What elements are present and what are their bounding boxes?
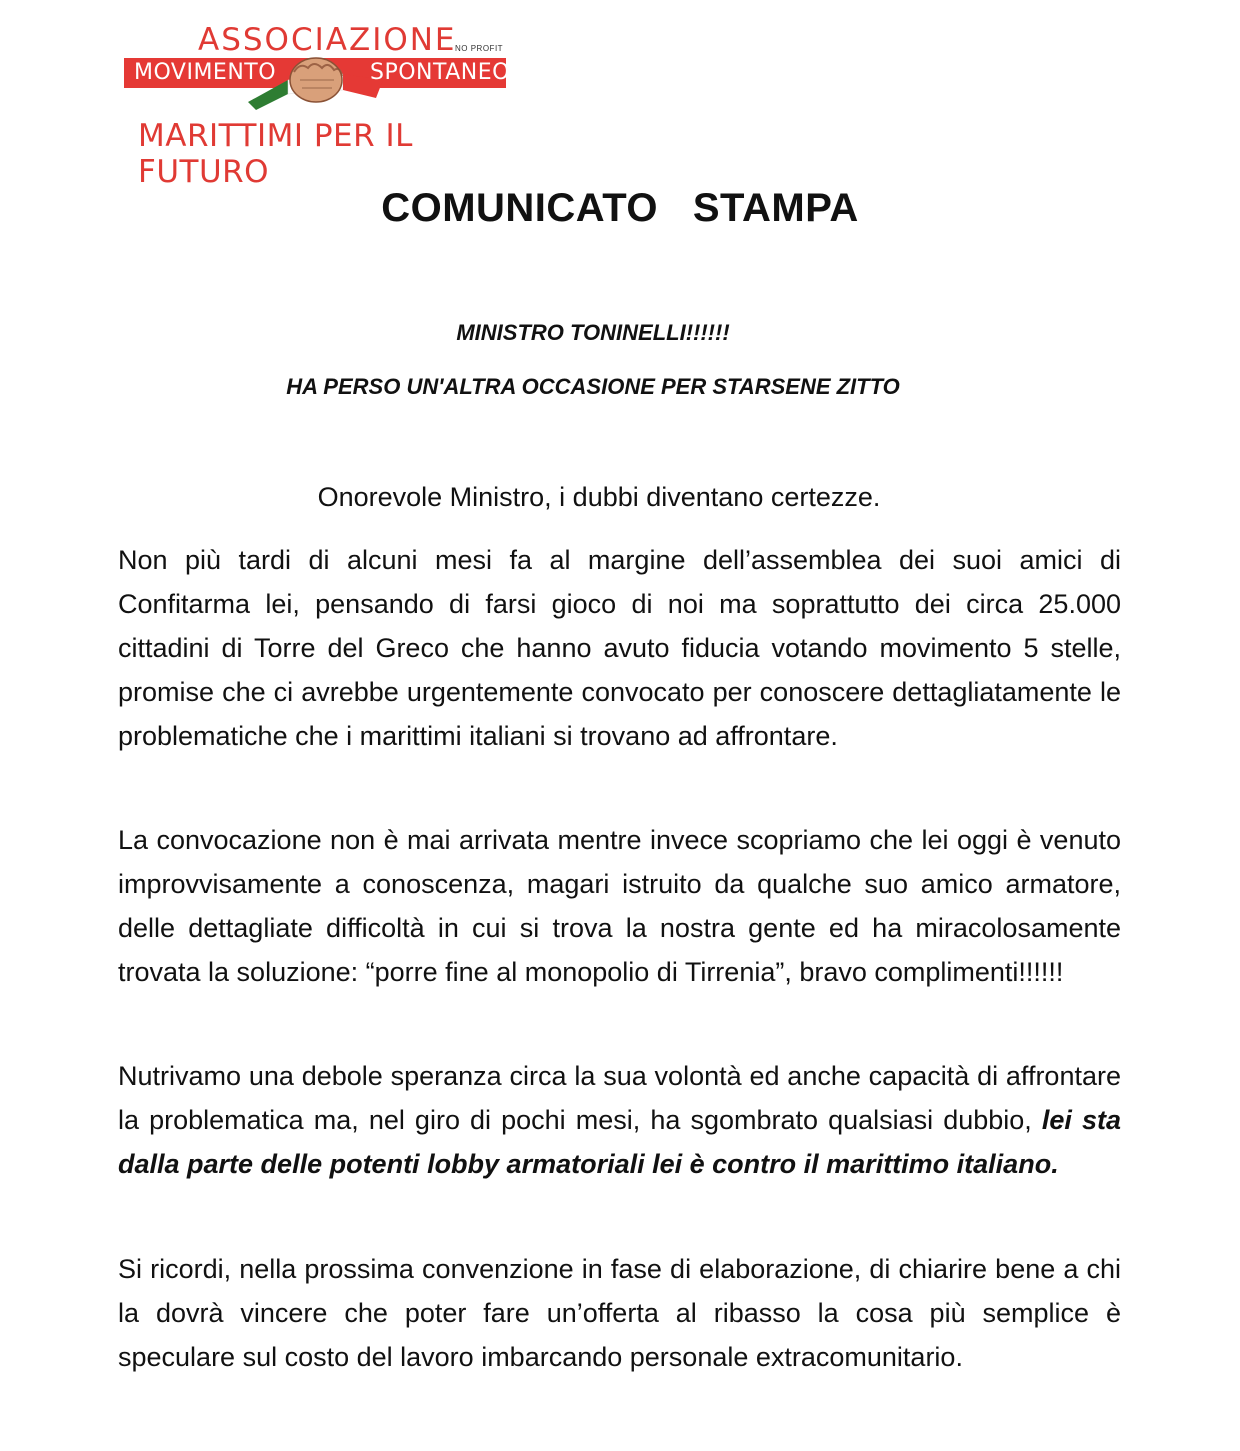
logo-bottom-line: MARITTIMI PER IL FUTURO <box>138 118 413 190</box>
paragraph-3-emphasis: lei sta dalla parte delle potenti lobby armatoriali lei è contro il marittimo italiano. <box>118 1105 1121 1179</box>
logo-no-profit-badge: NO PROFIT <box>455 44 504 53</box>
paragraph-4: Si ricordi, nella prossima convenzione in fase di elaborazione, di chiarire bene a chi la dovrà vincere che poter fare un’offerta al ribasso la cosa più semplice è speculare sul costo del lavoro imbarcando personale extracomunitario. <box>118 1254 1121 1372</box>
document-title: COMUNICATO STAMPA <box>381 186 859 230</box>
paragraph-1: Non più tardi di alcuni mesi fa al margine dell’assemblea dei suoi amici di Confitarma lei, pensando di farsi gioco di noi ma soprattutto dei circa 25.000 cittadini di Torre del Greco che hanno avuto fiducia votando movimento 5 stelle, promise che ci avrebbe urgentemente convocato per conoscere dettagliatamente le problematiche che i marittimi italiani si trovano ad affrontare. <box>118 545 1121 751</box>
intro-line: Onorevole Ministro, i dubbi diventano certezze. <box>317 482 881 512</box>
paragraph-3 <box>118 1054 1121 1186</box>
paragraph-3-text: Nutrivamo una debole speranza circa la sua volontà ed anche capacità di affrontare la problematica ma, nel giro di pochi mesi, ha sgombrato qualsiasi dubbio, <box>118 1061 1121 1135</box>
association-logo <box>120 22 520 190</box>
paragraph-2: La convocazione non è mai arrivata mentre invece scopriamo che lei oggi è venuto improvvisamente a conoscenza, magari istruito da qualche suo amico armatore, delle dettagliate difficoltà in cui si trova la nostra gente ed ha miracolosamente trovata la soluzione: “porre fine al monopolio di Tirrenia”, bravo complimenti!!!!!! <box>118 825 1121 987</box>
logo-band-left: MOVIMENTO <box>134 60 277 85</box>
subtitle-1: MINISTRO TONINELLI!!!!!! <box>456 320 730 345</box>
logo-top-line: ASSOCIAZIONE <box>198 22 457 58</box>
logo-band-right: SPONTANEO <box>370 60 510 85</box>
subtitle-2: HA PERSO UN'ALTRA OCCASIONE PER STARSENE ZITTO <box>286 374 900 399</box>
